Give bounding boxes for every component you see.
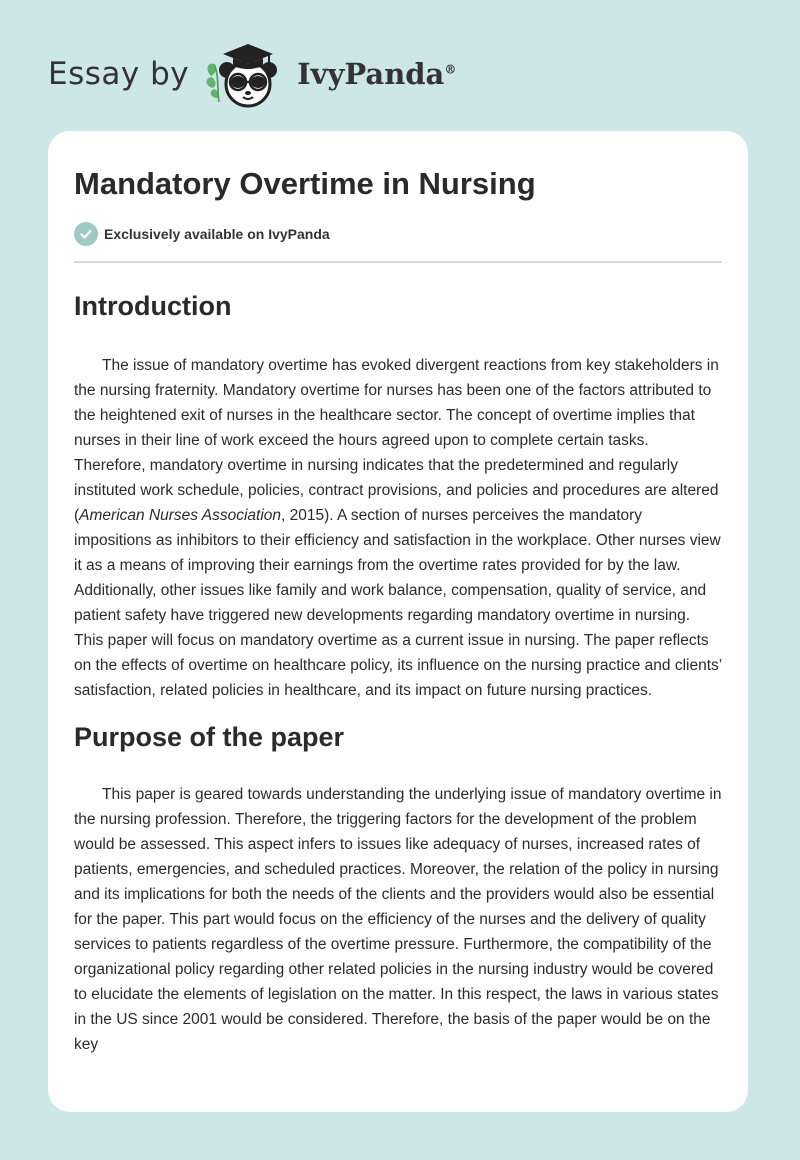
section-body-purpose: This paper is geared towards understanding the underlying issue of mandatory overtime in the nursing profession. Therefore, the triggering factors for the development of the problem would be assessed. This aspect infers to issues like adequacy of nurses, increased rates of patients, emergencies, and scheduled practices. Moreover, the relation of the policy in nursing and its implications for both the needs of the clients and the providers would also be essential for the paper. This part would focus on the efficiency of the nurses and the delivery of quality services to patients regardless of the overtime pressure. Furthermore, the compatibility of the organizational policy regarding other related policies in the nursing industry would be covered to elucidate the elements of legislation on the matter. In this respect, the laws in various states in the US since 2001 would be considered. Therefore, the basis of the paper would be on the key [74,785,722,1053]
check-icon [74,222,98,246]
ivypanda-logo-icon[interactable] [203,36,293,112]
citation: American Nurses Association [79,506,282,524]
exclusive-badge [74,222,722,263]
brand-name[interactable]: IvyPanda® [297,57,457,91]
page-title: Mandatory Overtime in Nursing [74,166,536,201]
registered-mark: ® [444,62,457,77]
section-heading-introduction: Introduction [74,291,232,322]
intro-text-before-citation: The issue of mandatory overtime has evoked divergent reactions from key stakeholders in the nursing fraternity. Mandatory overtime for nurses has been one of the factors attributed to the heightened exit of nurses in the healthcare sector. The concept of overtime implies that nurses in their line of work exceed the hours agreed upon to complete certain tasks. Therefore, mandatory overtime in nursing indicates that the predetermined and regularly instituted work schedule, policies, contract provisions, and policies and procedures are altered ( [74,356,719,524]
brand-prefix: Essay by [48,56,190,92]
section-body-introduction [74,353,722,703]
section-heading-purpose: Purpose of the paper [74,721,345,752]
essay-card [48,131,748,1112]
intro-text-after-citation: , 2015). A section of nurses perceives the mandatory impositions as inhibitors to their efficiency and satisfaction in the workplace. Other nurses view it as a means of improving their earnings from the overtime rates provided for by the law. Additionally, other issues like family and work balance, compensation, quality of service, and patient safety have triggered new developments regarding mandatory overtime in nursing. This paper will focus on mandatory overtime as a current issue in nursing. The paper reflects on the effects of overtime on healthcare policy, its influence on the nursing practice and clients’ satisfaction, related policies in healthcare, and its impact on future nursing practices. [74,506,722,699]
brand-header [48,34,456,114]
badge-label: Exclusively available on IvyPanda [104,226,330,243]
